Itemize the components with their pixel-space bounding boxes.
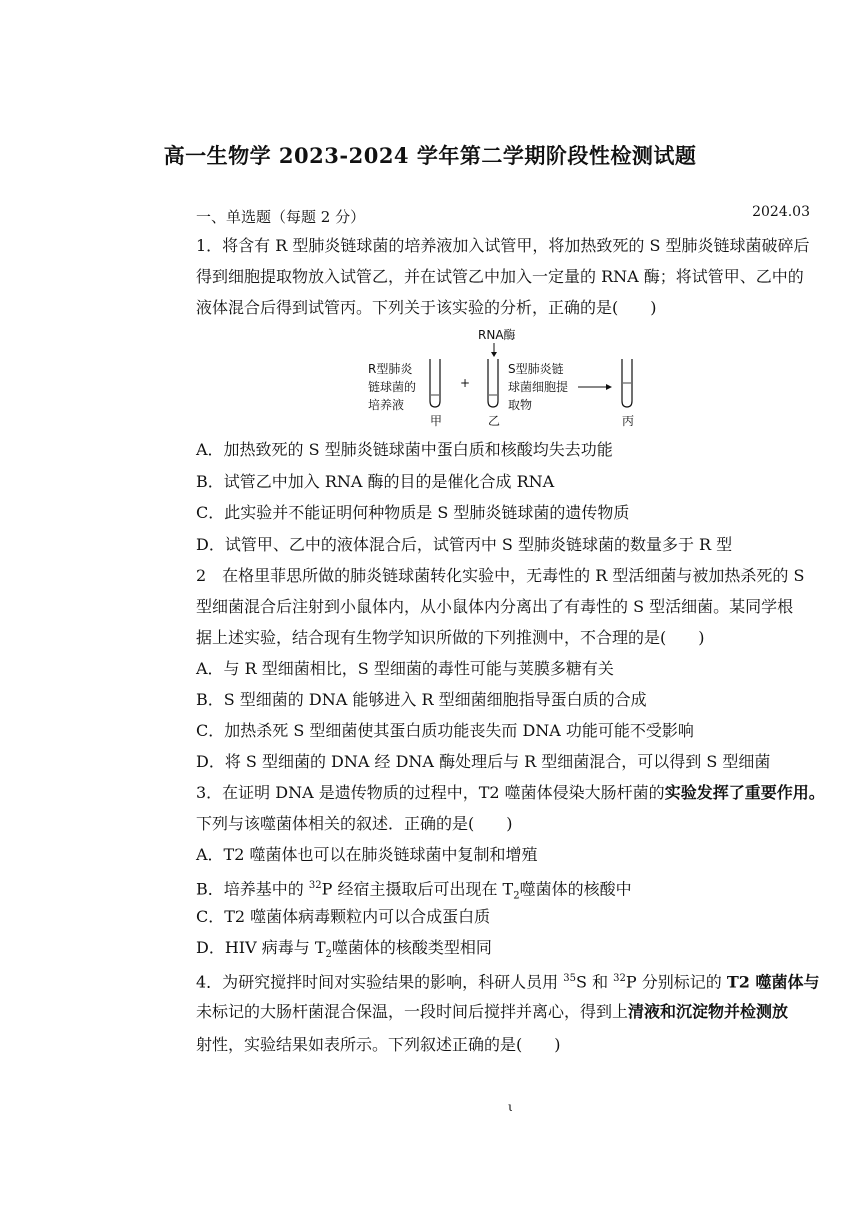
q4-stem-text: 4．为研究搅拌时间对实验结果的影响，科研人员用: [196, 972, 564, 992]
q3-option-c: C．T2 噬菌体病毒颗粒内可以合成蛋白质: [196, 907, 491, 926]
section-heading: 一、单选题（每题 2 分）: [196, 208, 366, 226]
q3-option-b-superscript: 32: [308, 880, 322, 891]
q3-option-b: [196, 876, 632, 907]
q1-stem-line: 1．将含有 R 型肺炎链球菌的培养液加入试管甲，将加热致死的 S 型肺炎链球菌破碎后: [196, 236, 810, 255]
q4-stem-line: [196, 969, 819, 992]
q3-stem-line: 下列与该噬菌体相关的叙述．正确的是( ): [196, 814, 513, 833]
tube-b-description: 球菌细胞提: [508, 380, 569, 394]
q3-option-d: [196, 938, 492, 965]
q2-stem-line: 2 在格里菲思所做的肺炎链球菌转化实验中，无毒性的 R 型活细菌与被加热杀死的 S: [196, 566, 805, 585]
q4-stem-bold-text: T2 噬菌体与: [726, 972, 820, 992]
tube-b-description: S型肺炎链: [508, 362, 564, 376]
tube-label-yi: 乙: [488, 414, 501, 428]
q4-superscript: 35: [563, 973, 577, 984]
q4-stem-line: [196, 1002, 788, 1022]
q3-option-b-text: P 经宿主摄取后可出现在 T: [321, 879, 514, 899]
q4-stem-text: P 分别标记的: [625, 972, 727, 992]
q1-option-a: A．加热致死的 S 型肺炎链球菌中蛋白质和核酸均失去功能: [196, 440, 613, 459]
q2-option-b: B．S 型细菌的 DNA 能够进入 R 型细菌细胞指导蛋白质的合成: [196, 690, 647, 709]
q1-stem-line: 得到细胞提取物放入试管乙，并在试管乙中加入一定量的 RNA 酶；将试管甲、乙中的: [196, 267, 804, 286]
q3-option-b-text: B．培养基中的: [196, 879, 309, 899]
q1-experiment-figure: [360, 325, 660, 435]
mix-arrowhead: [606, 384, 612, 390]
tube-label-bing: 丙: [622, 414, 635, 428]
q4-stem-text: S 和: [576, 972, 614, 992]
exam-title: 高一生物学 2023-2024 学年第二学期阶段性检测试题: [163, 143, 697, 168]
q3-option-d-text: 噬菌体的核酸类型相同: [331, 938, 492, 957]
q3-option-a: A．T2 噬菌体也可以在肺炎链球菌中复制和增殖: [196, 845, 538, 864]
q1-stem-line: 液体混合后得到试管丙。下列关于该实验的分析，正确的是( ): [196, 298, 657, 317]
q4-superscript: 32: [613, 973, 626, 984]
q3-option-b-subscript: 2: [513, 890, 520, 902]
tube-a-description: R型肺炎: [368, 362, 413, 376]
q3-option-d-subscript: 2: [325, 949, 332, 961]
q4-stem-bold-text: 清液和沉淀物并检测放: [628, 1002, 789, 1021]
test-tube-b: [488, 359, 498, 407]
q2-option-d: D．将 S 型细菌的 DNA 经 DNA 酶处理后与 R 型细菌混合，可以得到 S 型细菌: [196, 752, 771, 771]
tube-a-description: 培养液: [368, 398, 405, 412]
q3-option-d-text: D．HIV 病毒与 T: [196, 938, 326, 957]
q2-stem-line: 型细菌混合后注射到小鼠体内，从小鼠体内分离出了有毒性的 S 型活细菌。某同学根: [196, 597, 794, 616]
q3-stem-line: [196, 783, 825, 803]
q1-option-c: C．此实验并不能证明何种物质是 S 型肺炎链球菌的遗传物质: [196, 503, 630, 522]
q4-stem-text: 未标记的大肠杆菌混合保温，一段时间后搅拌并离心，得到上: [196, 1002, 629, 1021]
q1-option-d: D．试管甲、乙中的液体混合后，试管丙中 S 型肺炎链球菌的数量多于 R 型: [196, 535, 733, 554]
exam-date: 2024.03: [752, 204, 810, 220]
plus-sign: +: [460, 376, 471, 390]
tube-a-description: 链球菌的: [368, 380, 417, 394]
q2-option-a: A．与 R 型细菌相比，S 型细菌的毒性可能与荚膜多糖有关: [196, 659, 614, 678]
q3-option-b-text: 噬菌体的核酸中: [519, 879, 632, 899]
q3-stem-bold-text: 实验发挥了重要作用。: [664, 783, 825, 802]
q4-stem-line: 射性，实验结果如表所示。下列叙述正确的是( ): [196, 1035, 561, 1054]
q2-option-c: C．加热杀死 S 型细菌使其蛋白质功能丧失而 DNA 功能可能不受影响: [196, 721, 694, 740]
q2-stem-line: 据上述实验，结合现有生物学知识所做的下列推测中，不合理的是( ): [196, 628, 705, 647]
rna-enzyme-label: RNA酶: [478, 328, 516, 342]
test-tube-a: [430, 359, 440, 407]
enzyme-arrowhead: [491, 352, 497, 357]
q1-option-b: B．试管乙中加入 RNA 酶的目的是催化合成 RNA: [196, 472, 555, 491]
q3-stem-text: 3．在证明 DNA 是遗传物质的过程中，T2 噬菌体侵染大肠杆菌的: [196, 783, 665, 802]
tube-label-jia: 甲: [430, 414, 443, 428]
page-number: ι: [508, 1100, 513, 1114]
tube-b-description: 取物: [508, 398, 533, 412]
